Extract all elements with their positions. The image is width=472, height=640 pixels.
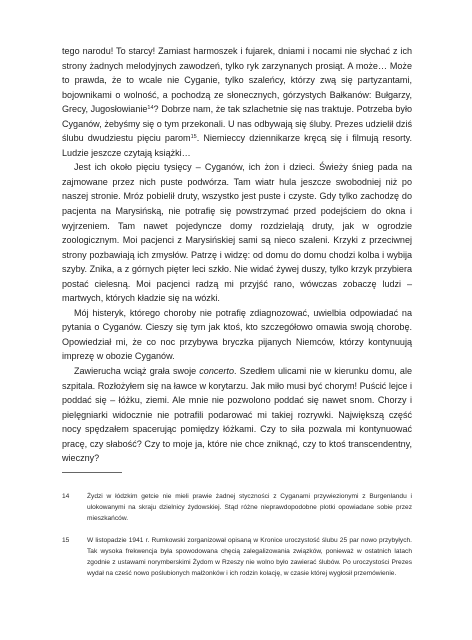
footnote-ref[interactable]: 14 [147, 105, 154, 112]
footnote-number: 15 [62, 536, 70, 544]
text-run: ? Dobrze nam, że tak szlachetnie się nas traktuje. Potrzeba było Cyganów, żebyśmy się o tym przekonali. U nas odbywają się śluby. Prezes udzielił dziś ślubu dwudziestu pięciu parom [62, 104, 412, 144]
footnote-separator [62, 472, 122, 473]
footnotes [62, 491, 412, 579]
italic-text: concerto [199, 366, 234, 377]
text-run: tego narodu! To starcy! Zamiast harmoszek i fujarek, dniami i nocami nie słychać z ich strony żadnych melodyjnych zawodzeń, tylko ryk zarzynanych prosiąt. A może… Może to prawda, że to wcale nie Cyganie, tylko szaleńcy, którzy zwą się partyzantami, bojownikami o wolność, a pochodzą ze słonecznych, górzystych Bałkanów: Bułgarzy, Grecy, Jugosłowianie [62, 46, 412, 115]
paragraph [62, 44, 412, 160]
footnote-number: 14 [62, 493, 70, 500]
text-run: Jest ich około pięciu tysięcy – Cyganów, ich żon i dzieci. Świeży śnieg pada na zajmowane przez nich puste podwórza. Tam wiatr hula jeszcze swobodniej niż po naszej stronie. Mróz pobielił druty, wszystko jest puste i czyste. Gdy tylko zachodzę do pacjenta na Marysińską, nie potrafię się powstrzymać przed podejściem do okna i wyjrzeniem. Tam nawet pojedyncze domy rozdzielają druty, jak w ogrodzie zoologicznym. Moi pacjenci z Marysińskiej sami są nieco szaleni. Krzyki z przeciwnej strony pozbawiają ich zmysłów. Patrzę i widzę: od domu do domu chodzi kolba i wybija szyby. Znika, a z górnych pięter leci szkło. Nie widać żywej duszy, tylko krzyk przybiera postać cielesną. Moi pacjenci radzą mi przyjść rano, wówczas zobaczę ludzi – martwych, których kładzie się na wózki. [62, 162, 412, 304]
footnote-text: Żydzi w łódzkim getcie nie mieli prawie żadnej styczności z Cyganami przywiezionymi z Burgenlandu i ulokowanymi na skraju dzielnicy żydowskiej. Stąd różne nieprawdopodobne plotki opowiadane sobie przez mieszkańców. [87, 493, 412, 523]
paragraph [62, 364, 412, 466]
footnote-ref[interactable]: 15 [190, 134, 197, 141]
paragraph [62, 160, 412, 305]
footnote [62, 535, 412, 580]
text-run: Mój histeryk, którego choroby nie potrafię zdiagnozować, uwielbia odpowiadać na pytania o Cyganów. Cieszy się tym jak ktoś, kto szczegółowo omawia swoją chorobę. Opowiedział mi, że co noc przybywa bryczka pijanych Niemców, którzy kontynuują imprezę w obozie Cyganów. [62, 307, 412, 362]
text-run: . Niemieccy dziennikarze kręcą się i filmują resorty. Ludzie jeszcze czytają książki… [62, 133, 412, 158]
paragraph [62, 306, 412, 364]
text-run: Zawierucha wciąż grała swoje [74, 366, 200, 377]
footnote [62, 491, 412, 525]
text-run: . Szedłem ulicami nie w kierunku domu, ale szpitala. Rozłożyłem się na ławce w korytarzu. Jak miło musi być chorym! Puścić lejce i poddać się – łóżku, ziemi. Ale mnie nie pozwolono poddać się nawet snom. Chorzy i pielęgniarki widocznie nie potrafili podarować mi takiej rozrywki. Największą część nocy spędzałem spacerując pomiędzy łóżkami. Czy to siła pozwala mi kontynuować pracę, czy słabość? Czy to moje ja, które nie chce zniknąć, czy to ktoś transcendentny, wieczny? [62, 366, 412, 464]
footnote-text: W listopadzie 1941 r. Rumkowski zorganizował opisaną w Kronice uroczystość ślubu 25 par nowo przybyłych. Tak wysoka frekwencja była spowodowana chęcią zalegalizowania związków, ponieważ w ostatnich latach zgodnie z ustawami norymberskimi Żydom w Rzeszy nie wolno było zawierać ślubów. Po uroczystości Prezes wydał na cześć nowo poślubionych małżonków i ich rodzin kolację, w czasie której wygłosił przemówienie. [87, 536, 412, 578]
main-text [62, 44, 412, 466]
